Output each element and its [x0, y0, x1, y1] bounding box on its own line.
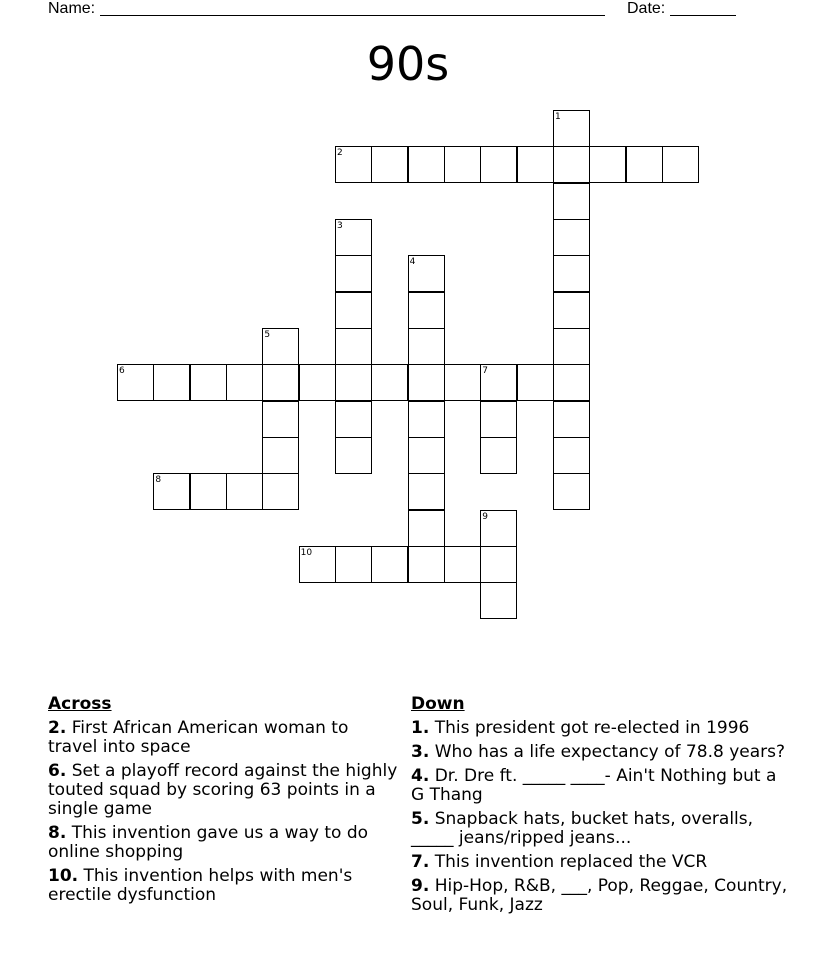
- grid-cell[interactable]: [335, 437, 372, 474]
- down-clues: [411, 695, 791, 920]
- clue-number: 10.: [48, 866, 79, 886]
- grid-cell[interactable]: [517, 146, 554, 183]
- grid-cell[interactable]: [408, 328, 445, 365]
- grid-cell[interactable]: [262, 473, 299, 510]
- grid-cell[interactable]: [299, 364, 336, 401]
- clue-text: First African American woman to travel into space: [48, 718, 349, 757]
- grid-cell[interactable]: [480, 582, 517, 619]
- down-heading: Down: [411, 694, 465, 714]
- grid-cell[interactable]: [553, 328, 590, 365]
- grid-cell[interactable]: [662, 146, 699, 183]
- cell-number: 8: [155, 475, 162, 486]
- down-clue: [411, 743, 791, 762]
- clue-text: Set a playoff record against the highly touted squad by scoring 63 points in a single game: [48, 761, 398, 819]
- grid-cell[interactable]: [517, 364, 554, 401]
- cell-number: 2: [336, 148, 343, 159]
- grid-cell[interactable]: [226, 364, 263, 401]
- clue-number: 5.: [411, 809, 430, 829]
- across-clue: [48, 867, 403, 905]
- across-clue: [48, 762, 403, 819]
- cell-number: 4: [409, 257, 416, 268]
- across-clue-list: [48, 719, 403, 905]
- clue-text: Hip-Hop, R&B, ___, Pop, Reggae, Country, Soul, Funk, Jazz: [411, 876, 788, 915]
- down-clue: [411, 719, 791, 738]
- clue-number: 4.: [411, 766, 430, 786]
- grid-cell[interactable]: [226, 473, 263, 510]
- grid-cell[interactable]: [335, 328, 372, 365]
- grid-cell[interactable]: [371, 146, 408, 183]
- down-clue: [411, 767, 791, 805]
- grid-cell[interactable]: [335, 255, 372, 292]
- clue-text: This invention replaced the VCR: [434, 852, 708, 872]
- name-label: Name:: [48, 0, 96, 17]
- grid-cell[interactable]: [335, 401, 372, 438]
- grid-cell[interactable]: [480, 437, 517, 474]
- grid-cell[interactable]: [553, 219, 590, 256]
- grid-cell[interactable]: [262, 437, 299, 474]
- grid-cell[interactable]: [408, 546, 445, 583]
- grid-cell[interactable]: [553, 401, 590, 438]
- clue-text: Dr. Dre ft. _____ ____- Ain't Nothing but a G Thang: [411, 766, 777, 805]
- down-clue: [411, 877, 791, 915]
- grid-cell[interactable]: [553, 437, 590, 474]
- cell-number: 9: [482, 511, 489, 522]
- across-clue: [48, 824, 403, 862]
- grid-cell[interactable]: [408, 510, 445, 547]
- clue-text: This president got re-elected in 1996: [434, 718, 750, 738]
- grid-cell[interactable]: [262, 364, 299, 401]
- grid-cell[interactable]: [553, 364, 590, 401]
- clue-number: 9.: [411, 876, 430, 896]
- clue-text: Snapback hats, bucket hats, overalls, _____ jeans/ripped jeans...: [411, 809, 754, 848]
- clue-text: This invention gave us a way to do online shopping: [48, 823, 369, 862]
- grid-cell[interactable]: [371, 546, 408, 583]
- clue-text: This invention helps with men's erectile dysfunction: [48, 866, 353, 905]
- puzzle-title: 90s: [366, 37, 450, 91]
- across-clues: [48, 695, 403, 910]
- grid-cell[interactable]: [553, 146, 590, 183]
- grid-cell[interactable]: [190, 473, 227, 510]
- across-heading: Across: [48, 694, 112, 714]
- across-clue: [48, 719, 403, 757]
- grid-cell[interactable]: [190, 364, 227, 401]
- grid-cell[interactable]: [408, 401, 445, 438]
- down-clue: [411, 853, 791, 872]
- grid-cell[interactable]: [553, 473, 590, 510]
- clue-number: 8.: [48, 823, 67, 843]
- clue-text: Who has a life expectancy of 78.8 years?: [434, 742, 785, 762]
- grid-cell[interactable]: [335, 364, 372, 401]
- grid-cell[interactable]: [553, 255, 590, 292]
- clue-number: 6.: [48, 761, 67, 781]
- grid-cell[interactable]: [480, 146, 517, 183]
- grid-cell[interactable]: [408, 437, 445, 474]
- grid-cell[interactable]: [408, 364, 445, 401]
- grid-cell[interactable]: [262, 401, 299, 438]
- grid-cell[interactable]: [553, 183, 590, 220]
- grid-cell[interactable]: [480, 401, 517, 438]
- grid-cell[interactable]: [408, 473, 445, 510]
- clue-number: 2.: [48, 718, 67, 738]
- grid-cell[interactable]: [153, 364, 190, 401]
- cell-number: 7: [482, 366, 489, 377]
- grid-cell[interactable]: [408, 292, 445, 329]
- grid-cell[interactable]: [626, 146, 663, 183]
- clue-number: 3.: [411, 742, 430, 762]
- cell-number: 10: [300, 547, 313, 558]
- grid-cell[interactable]: [589, 146, 626, 183]
- grid-cell[interactable]: [444, 546, 481, 583]
- down-clue: [411, 810, 791, 848]
- cell-number: 5: [264, 329, 271, 340]
- grid-cell[interactable]: [444, 146, 481, 183]
- grid-cell[interactable]: [335, 292, 372, 329]
- cell-number: 6: [119, 366, 125, 377]
- grid-cell[interactable]: [444, 364, 481, 401]
- clue-number: 7.: [411, 852, 430, 872]
- date-label: Date:: [627, 0, 666, 17]
- cell-number: 1: [554, 112, 561, 122]
- grid-cell[interactable]: [408, 146, 445, 183]
- grid-cell[interactable]: [335, 546, 372, 583]
- clue-number: 1.: [411, 718, 430, 738]
- grid-cell[interactable]: [553, 292, 590, 329]
- cell-number: 3: [336, 220, 343, 231]
- down-clue-list: [411, 719, 791, 915]
- grid-cell[interactable]: [371, 364, 408, 401]
- grid-cell[interactable]: [480, 546, 517, 583]
